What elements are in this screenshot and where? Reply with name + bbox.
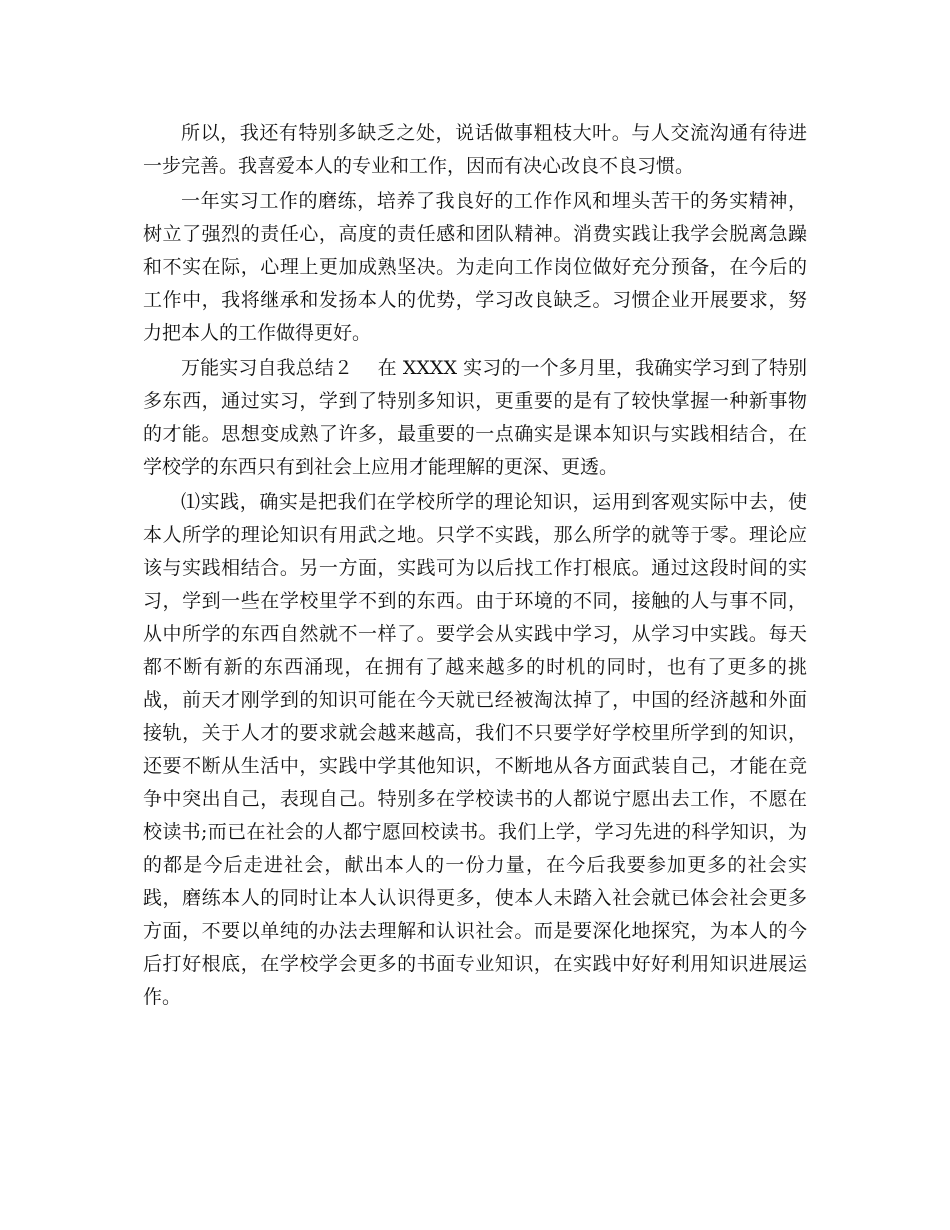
paragraph-4: ⑴实践，确实是把我们在学校所学的理论知识，运用到客观实际中去，使本人所学的理论知识有用武之地。只学不实践，那么所学的就等于零。理论应该与实践相结合。另一方面，实践可为以后找工作打根底。通过这段时间的实习，学到一些在学校里学不到的东西。由于环境的不同，接触的人与事不同，从中所学的东西自然就不一样了。要学会从实践中学习，从学习中实践。每天都不断有新的东西涌现，在拥有了越来越多的时机的同时，也有了更多的挑战，前天才刚学到的知识可能在今天就已经被淘汰掉了，中国的经济越和外面接轨，关于人才的要求就会越来越高，我们不只要学好学校里所学到的知识，还要不断从生活中，实践中学其他知识，不断地从各方面武装自己，才能在竞争中突出自己，表现自己。特别多在学校读书的人都说宁愿出去工作，不愿在校读书;而已在社会的人都宁愿回校读书。我们上学，学习先进的科学知识，为的都是今后走进社会，献出本人的一份力量，在今后我要参加更多的社会实践，磨练本人的同时让本人认识得更多，使本人未踏入社会就已体会社会更多方面，不要以单纯的办法去理解和认识社会。而是要深化地探究，为本人的今后打好根底，在学校学会更多的书面专业知识，在实践中好好利用知识进展运作。 (143, 491, 807, 1008)
paragraph-2: 一年实习工作的磨练，培养了我良好的工作作风和埋头苦干的务实精神，树立了强烈的责任心，高度的责任感和团队精神。消费实践让我学会脱离急躁和不实在际，心理上更加成熟坚决。为走向工作岗位做好充分预备，在今后的工作中，我将继承和发扬本人的优势，学习改良缺乏。习惯企业开展要求，努力把本人的工作做得更好。 (143, 190, 807, 344)
paragraph-1: 所以，我还有特别多缺乏之处，说话做事粗枝大叶。与人交流沟通有待进一步完善。我喜爱本人的专业和工作，因而有决心改良不良习惯。 (143, 122, 807, 177)
document-body (143, 117, 807, 1016)
paragraph-3-text: 在 XXXX 实习的一个多月里，我确实学习到了特别多东西，通过实习，学到了特别多知识，更重要的是有了较快掌握一种新事物的才能。思想变成熟了许多，最重要的一点确实是课本知识与实践相结合，在学校学的东西只有到社会上应用才能理解的更深、更透。 (143, 357, 807, 478)
paragraph-3 (143, 352, 807, 484)
section-title: 万能实习自我总结２ (181, 357, 353, 379)
